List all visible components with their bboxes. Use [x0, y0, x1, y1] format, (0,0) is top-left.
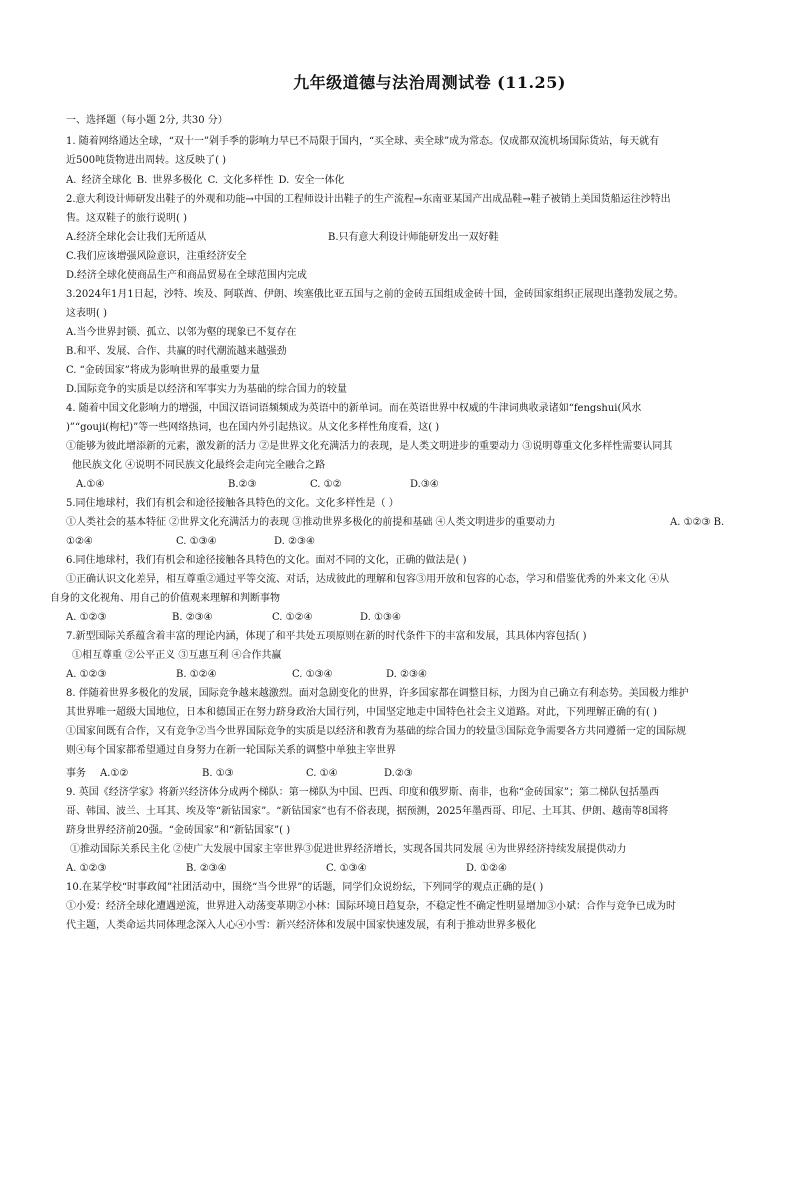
question-6: [50, 551, 743, 627]
option-d: D.②③: [384, 768, 413, 779]
question-prefix: 事务: [66, 768, 86, 779]
question-items: ①小爱：经济全球化遭遇逆流，世界进入动荡变革期②小林：国际环境日趋复杂，不稳定性不确定性明显增加③小斌：合作与竞争已成为时: [66, 901, 676, 912]
option-a: A.当今世界封锁、孤立、以邻为壑的现象已不复存在: [66, 327, 297, 338]
section-heading: 一、选择题（每小题 2分, 共30 分）: [66, 115, 228, 126]
option-a: A. ①②③ B.: [670, 517, 725, 528]
question-items: ①能够为彼此增添新的元素，激发新的活力 ②是世界文化充满活力的表现，是人类文明进步的重要动力 ③说明尊重文化多样性需要认同其: [66, 441, 673, 452]
question-10: [66, 878, 743, 935]
page-title: 九年级道德与法治周测试卷 (11.25): [293, 73, 566, 92]
option-b: B.②③: [228, 479, 257, 490]
option-b: B. ①②④: [176, 669, 217, 680]
option-d: D.③④: [410, 479, 439, 490]
question-items: ①人类社会的基本特征 ②世界文化充满活力的表现 ③推动世界多极化的前提和基础 ④人类文明进步的重要动力: [66, 517, 556, 528]
question-stem: 哥、韩国、波兰、土耳其、埃及等“新钻国家”。“新钻国家”也有不俗表现，据预测，2025年墨西哥、印尼、土耳其、伊朗、越南等8国将: [66, 806, 669, 817]
option-c: C. ①②: [310, 479, 342, 490]
question-stem: 跻身世界经济前20强。“金砖国家”和“新钻国家”( ): [66, 825, 291, 836]
question-stem: 6.同住地球村，我们有机会和途径接触各具特色的文化。面对不同的文化，正确的做法是( ): [66, 555, 467, 566]
question-items: ①国家间既有合作，又有竞争②当今世界国际竞争的实质是以经济和教育为基础的综合国力的较量③国际竞争需要各方共同遵循一定的国际规: [66, 726, 686, 737]
question-stem: 8. 伴随着世界多极化的发展，国际竞争越来越激烈。面对急剧变化的世界，许多国家都在调整目标，力图为自己确立有利态势。美国极力维护: [66, 688, 689, 699]
question-options: A. 经济全球化 B. 世界多极化 C. 文化多样性 D. 安全一体化: [66, 175, 345, 186]
question-items: ①推动国际关系民主化 ②使广大发展中国家主宰世界③促进世界经济增长，实现各国共同发展 ④为世界经济持续发展提供动力: [70, 844, 627, 855]
option-a: A. ①②③: [66, 669, 107, 680]
option-c: C. ①③④: [292, 669, 333, 680]
question-stem: 4. 随着中国文化影响力的增强，中国汉语词语频频成为英语中的新单词。而在英语世界中权威的牛津词典收录诸如“fengshui(风水: [66, 403, 642, 414]
question-items: ①正确认识文化差异，相互尊重②通过平等交流、对话，达成彼此的理解和包容③用开放和包容的心态，学习和借鉴优秀的外来文化 ④从: [66, 574, 670, 585]
option-b: ①②④: [66, 536, 93, 547]
question-stem: 近500吨货物进出周转。这反映了( ): [66, 155, 227, 166]
option-d: D. ①②④: [466, 863, 507, 874]
question-items: 代主题，人类命运共同体理念深入人心④小雪：新兴经济体和发展中国家快速发展，有利于推动世界多极化: [66, 920, 536, 931]
option-a: A.经济全球化会让我们无所适从: [66, 232, 207, 243]
question-items: ①相互尊重 ②公平正义 ③互惠互利 ④合作共赢: [72, 650, 282, 661]
option-b: B.只有意大利设计师能研发出一双好鞋: [328, 232, 499, 243]
question-9: [66, 783, 743, 878]
option-d: D.经济全球化使商品生产和商品贸易在全球范围内完成: [66, 270, 307, 281]
question-stem: 9. 英国《经济学家》将新兴经济体分成两个梯队：第一梯队为中国、巴西、印度和俄罗斯、南非，也称“金砖国家”；第二梯队包括墨西: [66, 787, 659, 798]
question-stem: 10.在某学校“时事政闻”社团活动中，围绕“当今世界”的话题，同学们众说纷纭，下列同学的观点正确的是( ): [66, 882, 544, 893]
option-c: C. ①②④: [272, 612, 313, 623]
option-d: D. ①③④: [360, 612, 401, 623]
question-1: [66, 132, 743, 190]
option-b: B.和平、发展、合作、共赢的时代潮流越来越强劲: [66, 346, 287, 357]
option-a: A.①④: [76, 479, 105, 490]
option-d: D.国际竞争的实质是以经济和军事实力为基础的综合国力的较量: [66, 384, 347, 395]
question-items: 则④每个国家都希望通过自身努力在新一轮国际关系的调整中单独主宰世界: [66, 745, 396, 756]
question-stem: 5.同住地球村，我们有机会和途径接触各具特色的文化。文化多样性是（ ）: [66, 498, 399, 509]
option-c: C. “金砖国家”将成为影响世界的最重要力量: [66, 365, 260, 376]
question-stem: 这表明( ): [66, 308, 107, 319]
question-stem: 售。这双鞋子的旅行说明( ): [66, 213, 187, 224]
question-stem: )”“gouji(枸杞)”等一些网络热词，也在国内外引起热议。从文化多样性角度看，这( ): [66, 422, 440, 433]
question-4: [66, 399, 743, 494]
question-items: 他民族文化 ④说明不同民族文化最终会走向完全融合之路: [72, 460, 326, 471]
question-stem: 其世界唯一超级大国地位，日本和德国正在努力跻身政治大国行列，中国坚定地走中国特色社会主义道路。对此，下列理解正确的有( ): [66, 707, 657, 718]
question-3: [66, 285, 743, 399]
question-stem: 3.2024年1月1日起，沙特、埃及、阿联酋、伊朗、埃塞俄比亚五国与之前的金砖五国组成金砖十国，金砖国家组织正展现出蓬勃发展之势。: [66, 289, 684, 300]
option-b: B. ②③④: [172, 612, 213, 623]
option-c: C.我们应该增强风险意识，注重经济安全: [66, 251, 247, 262]
question-stem: 2.意大利设计师研发出鞋子的外观和功能→中国的工程师设计出鞋子的生产流程→东南亚某国产出成品鞋→鞋子被销上美国货船运往沙特出: [66, 194, 671, 205]
option-a: A. ①②③: [66, 863, 107, 874]
question-8: [66, 684, 743, 783]
question-stem: 1. 随着网络通达全球，“双十一”剁手季的影响力早已不局限于国内，“买全球、卖全球”成为常态。仅成都双流机场国际货站，每天就有: [66, 136, 660, 147]
option-c: C. ①③④: [176, 536, 217, 547]
option-c: C. ①③④: [326, 863, 367, 874]
option-c: C. ①④: [306, 768, 338, 779]
option-a: A. ①②③: [66, 612, 107, 623]
question-items: 自身的文化视角、用自己的价值观来理解和判断事物: [50, 593, 280, 604]
option-b: B. ①③: [202, 768, 234, 779]
option-b: B. ②③④: [186, 863, 227, 874]
question-5: [66, 494, 743, 551]
option-a: A.①②: [100, 768, 129, 779]
option-d: D. ②③④: [386, 669, 427, 680]
question-2: [66, 190, 743, 285]
option-d: D. ②③④: [274, 536, 315, 547]
question-stem: 7.新型国际关系蕴含着丰富的理论内涵，体现了和平共处五项原则在新的时代条件下的丰富和发展，其具体内容包括( ): [66, 631, 587, 642]
question-7: [66, 627, 743, 684]
